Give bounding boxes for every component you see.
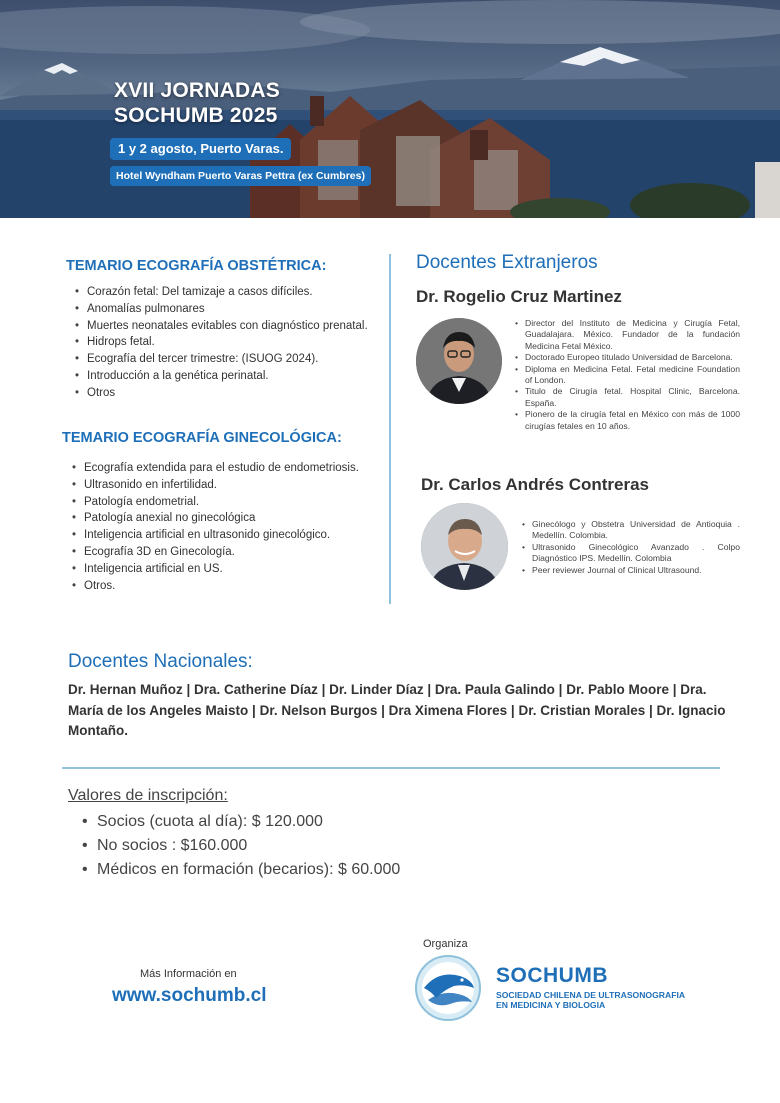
list-item: • Socios (cuota al día): $ 120.000 <box>82 810 400 834</box>
list-item: • Muertes neonatales evitables con diagnóstico prenatal. <box>75 318 368 335</box>
speaker2-photo <box>421 503 508 590</box>
event-title-line1: XVII JORNADAS <box>114 79 280 102</box>
registration-fees-list <box>82 810 400 882</box>
list-item: • Corazón fetal: Del tamizaje a casos difíciles. <box>75 284 368 301</box>
list-item: • Pionero de la cirugía fetal en México con más de 1000 cirugías fetales en 10 años. <box>515 409 740 432</box>
list-item: • Patología endometrial. <box>72 494 359 511</box>
registration-fees-title: Valores de inscripción: <box>68 787 228 804</box>
speaker1-bio-list <box>515 318 740 432</box>
section-divider <box>62 767 720 769</box>
list-item: • Diploma en Medicina Fetal. Fetal medicine Foundation of London. <box>515 364 740 387</box>
list-item: • Otros <box>75 385 368 402</box>
event-title <box>114 78 280 128</box>
list-item: • Ginecólogo y Obstetra Universidad de Antioquia . Medellín. Colombia. <box>522 519 740 542</box>
logo-subtitle-line2: EN MEDICINA Y BIOLOGIA <box>496 1000 606 1010</box>
speaker1-name: Dr. Rogelio Cruz Martinez <box>416 287 622 306</box>
logo-subtitle <box>496 990 685 1010</box>
obstetric-syllabus-list <box>75 284 368 402</box>
event-date-badge: 1 y 2 agosto, Puerto Varas. <box>110 138 291 160</box>
event-venue-badge: Hotel Wyndham Puerto Varas Pettra (ex Cumbres) <box>110 166 371 186</box>
organizer-label: Organiza <box>423 938 468 950</box>
list-item: • Patología anexial no ginecológica <box>72 510 359 527</box>
sochumb-logo-icon <box>414 954 482 1022</box>
list-item: • Hidrops fetal. <box>75 334 368 351</box>
list-item: • Médicos en formación (becarios): $ 60.000 <box>82 858 400 882</box>
gynecologic-syllabus-title: TEMARIO ECOGRAFÍA GINECOLÓGICA: <box>62 430 342 446</box>
list-item: • Ultrasonido Ginecológico Avanzado . Colpo Diagnóstico IPS. Medellín. Colombia <box>522 542 740 565</box>
list-item: • Introducción a la genética perinatal. <box>75 368 368 385</box>
logo-subtitle-line1: SOCIEDAD CHILENA DE ULTRASONOGRAFIA <box>496 990 686 1000</box>
speaker2-name: Dr. Carlos Andrés Contreras <box>421 475 649 494</box>
gynecologic-syllabus-list <box>72 460 359 594</box>
list-item: • No socios : $160.000 <box>82 834 400 858</box>
event-title-line2: SOCHUMB 2025 <box>114 104 278 127</box>
national-speakers-list: Dr. Hernan Muñoz | Dra. Catherine Díaz | Dr. Linder Díaz | Dra. Paula Galindo | Dr. Pablo Moore | Dra. María de los Angeles Maisto | Dr. Nelson Burgos | Dra Ximena Flores | Dr. Cristian Morales | Dr. Ignacio Montaño. <box>68 682 726 738</box>
list-item: • Otros. <box>72 578 359 595</box>
list-item: • Ecografía extendida para el estudio de endometriosis. <box>72 460 359 477</box>
speaker2-bio-list <box>522 519 740 576</box>
list-item: • Director del Instituto de Medicina y Cirugía Fetal, Guadalajara. México. Fundador de la fundación Medicina Fetal México. <box>515 318 740 352</box>
logo-wordmark: SOCHUMB <box>496 964 608 987</box>
column-divider <box>389 254 391 604</box>
list-item: • Titulo de Cirugía fetal. Hospital Clinic, Barcelona. España. <box>515 386 740 409</box>
list-item: • Inteligencia artificial en US. <box>72 561 359 578</box>
list-item: • Peer reviewer Journal of Clinical Ultrasound. <box>522 565 740 576</box>
national-speakers-title: Docentes Nacionales: <box>68 651 253 672</box>
foreign-speakers-title: Docentes Extranjeros <box>416 252 598 273</box>
hero-banner <box>0 0 780 218</box>
speaker1-photo <box>416 318 502 404</box>
list-item: • Inteligencia artificial en ultrasonido ginecológico. <box>72 527 359 544</box>
list-item: • Ultrasonido en infertilidad. <box>72 477 359 494</box>
list-item: • Ecografía 3D en Ginecología. <box>72 544 359 561</box>
more-info-label: Más Información en <box>140 968 237 980</box>
list-item: • Ecografía del tercer trimestre: (ISUOG 2024). <box>75 351 368 368</box>
list-item: • Anomalías pulmonares <box>75 301 368 318</box>
obstetric-syllabus-title: TEMARIO ECOGRAFÍA OBSTÉTRICA: <box>66 258 327 274</box>
website-link[interactable]: www.sochumb.cl <box>112 985 267 1006</box>
list-item: • Doctorado Europeo titulado Universidad de Barcelona. <box>515 352 740 363</box>
